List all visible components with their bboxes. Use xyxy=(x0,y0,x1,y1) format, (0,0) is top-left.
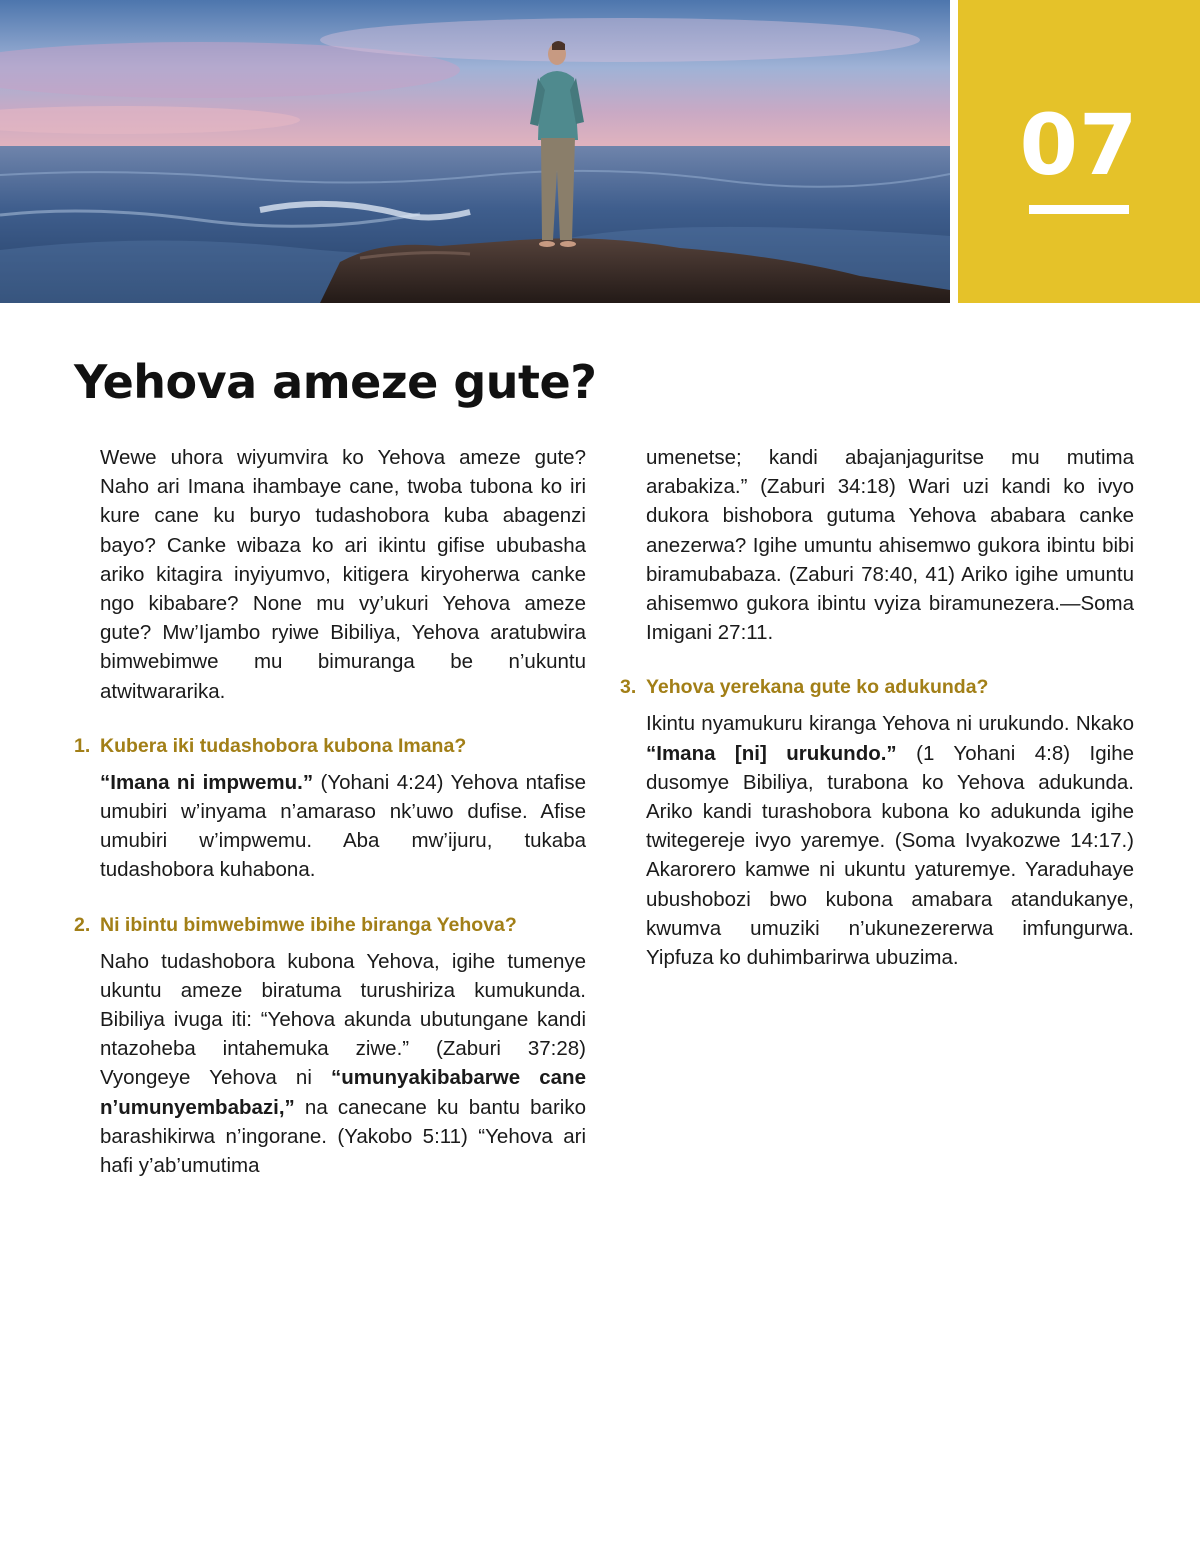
answer-2-paragraph xyxy=(100,947,586,1181)
question-1-number: 1. xyxy=(74,734,91,757)
question-1 xyxy=(74,732,586,760)
badge-underline xyxy=(1029,205,1129,214)
answer-1-quote: “Imana ni impwemu.” xyxy=(100,770,314,794)
answer-3-paragraph xyxy=(646,709,1134,972)
question-3-text: Yehova yerekana gute ko adukunda? xyxy=(646,676,989,699)
page-title: Yehova ameze gute? xyxy=(74,355,597,409)
left-column xyxy=(74,443,586,1180)
lesson-number: 07 xyxy=(1019,96,1139,194)
answer-3-quote: “Imana [ni] urukundo.” xyxy=(646,741,897,765)
answer-2-continued: umenetse; kandi abajanjaguritse mu mutima arabakiza.” (Zaburi 34:18) Wari uzi kandi ko ivyo dukora bishobora gutuma Yehova ababara canke anezerwa? Igihe umuntu ahisemwo gukora ibintu bibi biramubabaza. (Zaburi 78:40, 41) Ariko igihe umuntu ahisemwo gukora ibintu vyiza biramunezera.—Soma Imigani 27:11. xyxy=(646,446,1134,645)
hero-photo xyxy=(0,0,950,303)
answer-2-text-a: Naho tudashobora kubona Yehova, igihe tumenye ukuntu ameze biratuma turushiriza kumukunda. Bibiliya ivuga iti: “Yehova akunda ubutungane kandi ntazoheba intahemuka ziwe.” (Zaburi 37:28) Vyongeye Yehova ni xyxy=(100,949,586,1090)
lesson-number-badge xyxy=(958,0,1200,303)
intro-paragraph: Wewe uhora wiyumvira ko Yehova ameze gute? Naho ari Imana ihambaye cane, twoba tubona ko iri kure cane ku buryo tudashobora kuba abagenzi bayo? Canke wibaza ko ari ikintu gifise ububasha ariko kitagira inyiyumvo, kitigera kiryoherwa canke ngo kibabare? None mu vy’ukuri Yehova ameze gute? Mw’Ijambo ryiwe Bibiliya, Yehova aratubwira bimwebimwe mu bimuranga be n’ukuntu atwitwararika. xyxy=(100,446,586,703)
answer-2-text-b: na canecane ku bantu bariko barashikirwa n’ingorane. (Yakobo 5:11) “Yehova ari hafi y’ab’umutima xyxy=(100,1095,586,1178)
answer-3-text-b: (1 Yohani 4:8) Igihe dusomye Bibiliya, turabona ko Yehova adukunda. Ariko kandi turashobora kubona ko adukunda igihe twitegereje ivyo yaremye. (Soma Ivyakozwe 14:17.) Akarorero kamwe ni ukuntu yaturemye. Yaraduhaye ubushobozi bwo kubona amabara atandukanye, kwumva umuziki n’ukunezererwa imfungurwa. Yipfuza ko duhimbarirwa ubuzima. xyxy=(646,741,1134,970)
question-2 xyxy=(74,911,586,939)
question-3 xyxy=(620,673,1134,701)
answer-3-text-a: Ikintu nyamukuru kiranga Yehova ni urukundo. Nkako xyxy=(646,712,1134,736)
answer-2-quote: “umunyakibabarwe cane n’umunyembabazi,” xyxy=(100,1066,586,1119)
question-2-number: 2. xyxy=(74,913,91,936)
answer-1-text: (Yohani 4:24) Yehova ntafise umubiri w’inyama n’amaraso nk’uwo dufise. Afise umubiri w’impwemu. Aba mw’ijuru, tukaba tudashobora kuhabona. xyxy=(100,770,586,882)
question-2-text: Ni ibintu bimwebimwe ibihe biranga Yehova? xyxy=(100,913,517,936)
right-column xyxy=(620,443,1134,972)
answer-1-paragraph xyxy=(100,768,586,885)
question-3-number: 3. xyxy=(620,676,637,699)
question-1-text: Kubera iki tudashobora kubona Imana? xyxy=(100,734,467,757)
seascape-illustration xyxy=(0,0,950,303)
